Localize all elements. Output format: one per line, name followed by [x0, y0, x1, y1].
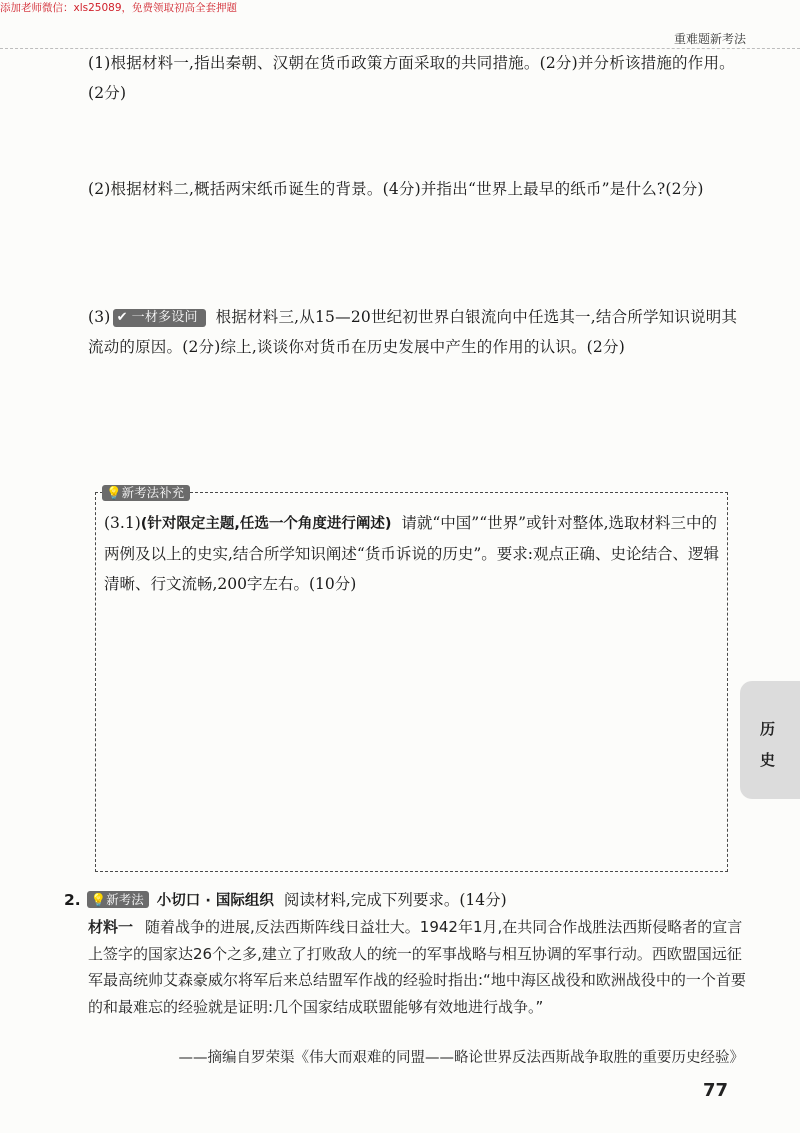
- question-3-1: (1)根据材料一,指出秦朝、汉朝在货币政策方面采取的共同措施。(2分)并分析该措施的作用。(2分): [88, 54, 735, 102]
- question-3-3-text: 根据材料三,从15—20世纪初世界白银流向中任选其一,结合所学知识说明其流动的原因。(2分)综上,谈谈你对货币在历史发展中产生的作用的认识。(2分): [88, 308, 738, 356]
- material-1-text: 随着战争的进展,反法西斯阵线日益壮大。1942年1月,在共同合作战胜法西斯侵略者的宣言上签字的国家达26个之多,建立了打败敌人的统一的军事战略与相互协调的军事行动。西欧盟国远征军最高统帅艾森豪威尔将军后来总结盟军作战的经验时指出:“地中海区战役和欧洲战役中的一个首要的和最难忘的经验就是证明:几个国家结成联盟能够有效地进行战争。”: [88, 918, 746, 1016]
- badge-label: 一材多设问: [131, 310, 198, 325]
- supplement-instruction: (针对限定主题,任选一个角度进行阐述): [140, 516, 392, 532]
- multi-question-badge: [113, 309, 206, 327]
- material-1-source: ——摘编自罗荣渠《伟大而艰难的同盟——略论世界反法西斯战争取胜的重要历史经验》: [178, 1050, 744, 1066]
- side-tab-char-1: 历: [760, 720, 776, 738]
- supplement-number: (3.1): [104, 514, 141, 532]
- question-3-3-number: (3): [88, 308, 111, 326]
- check-icon: ✔: [116, 310, 128, 325]
- lightbulb-icon: 💡: [90, 892, 107, 907]
- watermark-text: 添加老师微信：xls25089，免费领取初高全套押题: [0, 2, 238, 14]
- question-3-2: (2)根据材料二,概括两宋纸币诞生的背景。(4分)并指出“世界上最早的纸币”是什么?(2分): [88, 180, 704, 198]
- subject-side-tab: [740, 681, 800, 799]
- new-method-tag-label: 新考法: [106, 892, 144, 907]
- new-method-tag: [87, 891, 149, 908]
- running-head: 重难题新考法: [673, 32, 746, 46]
- question-2-number: 2.: [64, 891, 81, 909]
- question-2-instruction: 阅读材料,完成下列要求。(14分): [283, 891, 507, 909]
- supplement-text: 请就“中国”“世界”或针对整体,选取材料三中的两例及以上的史实,结合所学知识阐述“货币诉说的历史”。要求:观点正确、史论结合、逻辑清晰、行文流畅,200字左右。(10分): [104, 514, 720, 593]
- material-1-label: 材料一: [88, 918, 134, 936]
- supplement-question: [104, 508, 720, 599]
- question-2-topic: 小切口 · 国际组织: [156, 893, 274, 909]
- new-method-supplement-tag: [102, 485, 190, 501]
- lightbulb-icon: 💡: [106, 485, 122, 500]
- material-1: [88, 914, 748, 1020]
- question-2-header: [64, 888, 744, 913]
- side-tab-char-2: 史: [760, 751, 776, 769]
- supplement-tag-label: 新考法补充: [121, 485, 185, 500]
- page-number: 77: [703, 1080, 729, 1101]
- question-3-3: [88, 302, 748, 362]
